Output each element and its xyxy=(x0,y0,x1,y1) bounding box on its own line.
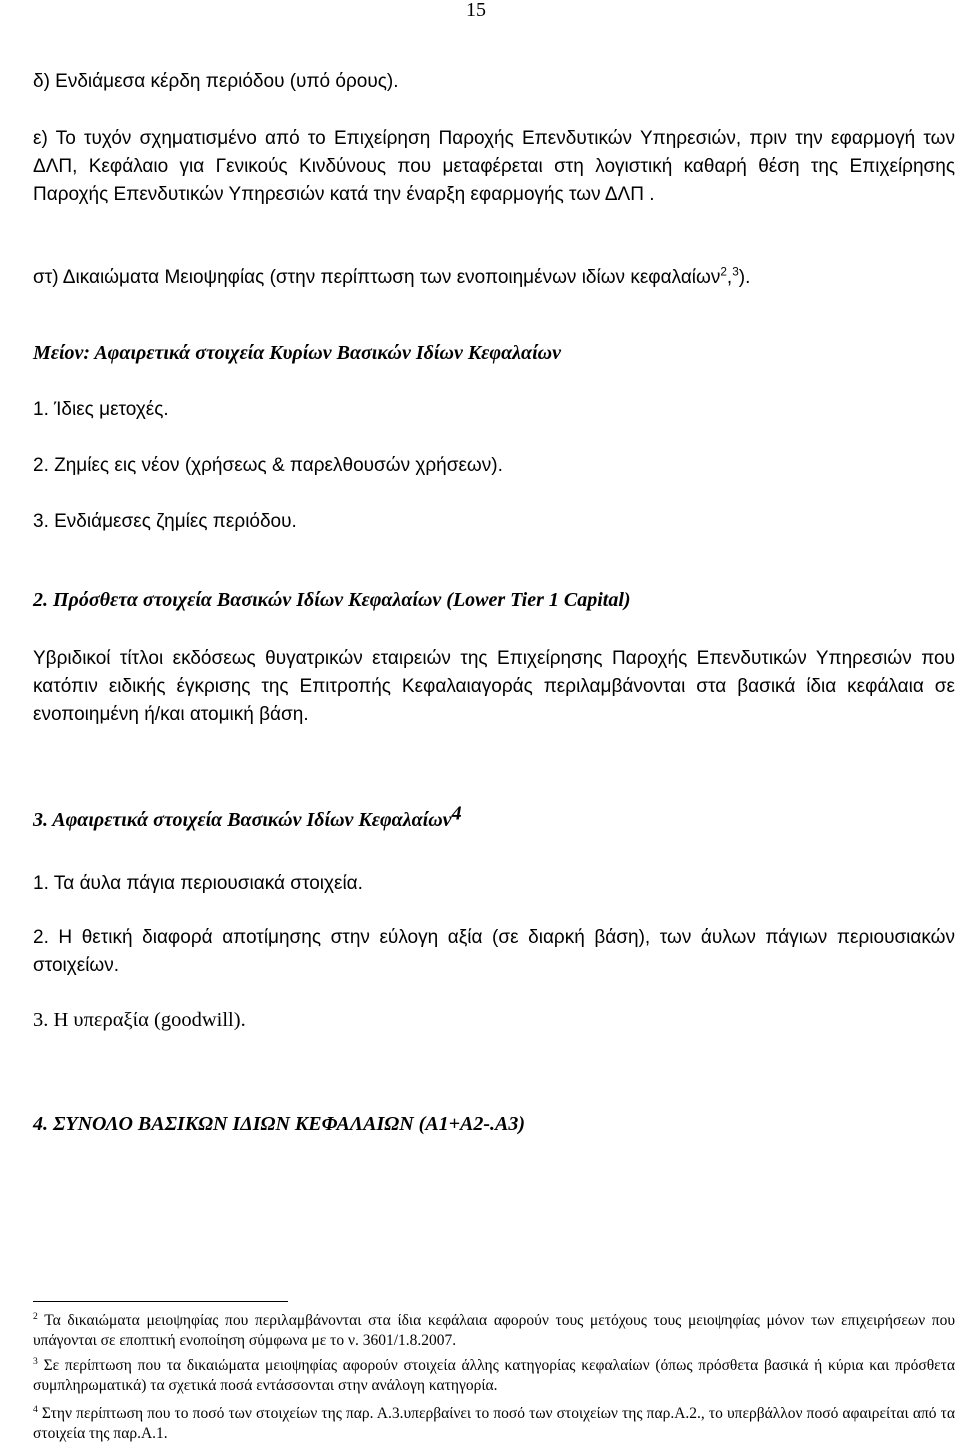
section3-heading xyxy=(33,802,462,836)
footnote-2-number: 2 xyxy=(33,1310,38,1322)
footnote-ref-2: 2 xyxy=(720,265,727,279)
footnote-separator xyxy=(33,1301,288,1302)
item-st-text: στ) Δικαιώματα Μειοψηφίας (στην περίπτωση των ενοποιημένων ιδίων κεφαλαίων xyxy=(33,267,721,288)
item-st-sep: , xyxy=(726,267,733,288)
section3-heading-text: 3. Αφαιρετικά στοιχεία Βασικών Ιδίων Κεφαλαίων xyxy=(33,809,452,831)
section2-paragraph: Υβριδικοί τίτλοι εκδόσεως θυγατρικών εταιρειών της Επιχείρησης Παροχής Επενδυτικών Υπηρεσιών που κατόπιν ειδικής έγκρισης της Επιτροπής Κεφαλαιαγοράς περιλαμβάνονται στα βασικά ίδια κεφάλαια σε ενοποιημένη ή/και ατομική βάση. xyxy=(33,648,955,725)
minus-item-3: 3. Ενδιάμεσες ζημίες περιόδου. xyxy=(33,511,297,532)
footnote-4 xyxy=(33,1404,955,1443)
footnote-4-text: Στην περίπτωση που το ποσό των στοιχείων της παρ. Α.3.υπερβαίνει το ποσό των στοιχείων της παρ.Α.2., το υπερβάλλον ποσό αφαιρείται από τα στοιχεία της παρ.Α.1. xyxy=(33,1405,955,1442)
minus-item-2: 2. Ζημίες εις νέον (χρήσεως & παρελθουσών χρήσεων). xyxy=(33,455,503,476)
footnote-3 xyxy=(33,1356,955,1395)
footnote-ref-3: 3 xyxy=(732,265,739,279)
item-st xyxy=(33,264,933,292)
footnote-ref-4: 4 xyxy=(451,802,462,825)
page-number: 15 xyxy=(466,0,486,21)
footnote-3-text: Σε περίπτωση που τα δικαιώματα μειοψηφίας αφορούν στοιχεία άλλης κατηγορίας κεφαλαίων (όπως πρόσθετα βασικά ή κύρια και πρόσθετα συμπληρωματικά) τα σχετικά ποσά εντάσσονται στην ανάλογη κατηγορία. xyxy=(33,1357,956,1394)
minus-item-1: 1. Ίδιες μετοχές. xyxy=(33,399,169,420)
minus-heading: Μείον: Αφαιρετικά στοιχεία Κυρίων Βασικών Ιδίων Κεφαλαίων xyxy=(33,342,561,364)
item-d: δ) Ενδιάμεσα κέρδη περιόδου (υπό όρους). xyxy=(33,71,399,92)
footnote-4-number: 4 xyxy=(33,1403,38,1415)
footnote-2 xyxy=(33,1311,955,1350)
item-st-end: ). xyxy=(738,267,751,288)
footnote-2-text: Τα δικαιώματα μειοψηφίας που περιλαμβάνονται στα ίδια κεφάλαια αφορούν τους μετόχους τους μειοψηφίας μόνον των επιχειρήσεων που υπάγονται σε εποπτική ενοποίηση σύμφωνα με το ν. 3601/1.8.2007. xyxy=(33,1312,955,1349)
section2-heading: 2. Πρόσθετα στοιχεία Βασικών Ιδίων Κεφαλαίων (Lower Tier 1 Capital) xyxy=(33,589,631,611)
section3-item-2: 2. Η θετική διαφορά αποτίμησης στην εύλογη αξία (σε διαρκή βάση), των άυλων πάγιων περιουσιακών στοιχείων. xyxy=(33,927,955,976)
section4-heading: 4. ΣΥΝΟΛΟ ΒΑΣΙΚΩΝ ΙΔΙΩΝ ΚΕΦΑΛΑΙΩΝ (Α1+Α2-.Α3) xyxy=(33,1113,526,1135)
footnote-3-number: 3 xyxy=(33,1355,38,1367)
item-e: ε) Το τυχόν σχηματισμένο από το Επιχείρηση Παροχής Επενδυτικών Υπηρεσιών, πριν την εφαρμογή των ΔΛΠ, Κεφάλαιο για Γενικούς Κινδύνους που μεταφέρεται στη λογιστική καθαρή θέση της Επιχείρησης Παροχής Επενδυτικών Υπηρεσιών κατά την έναρξη εφαρμογής των ΔΛΠ . xyxy=(33,128,955,205)
section3-item-1: 1. Τα άυλα πάγια περιουσιακά στοιχεία. xyxy=(33,873,363,894)
section3-item-3: 3. Η υπεραξία (goodwill). xyxy=(33,1009,246,1031)
